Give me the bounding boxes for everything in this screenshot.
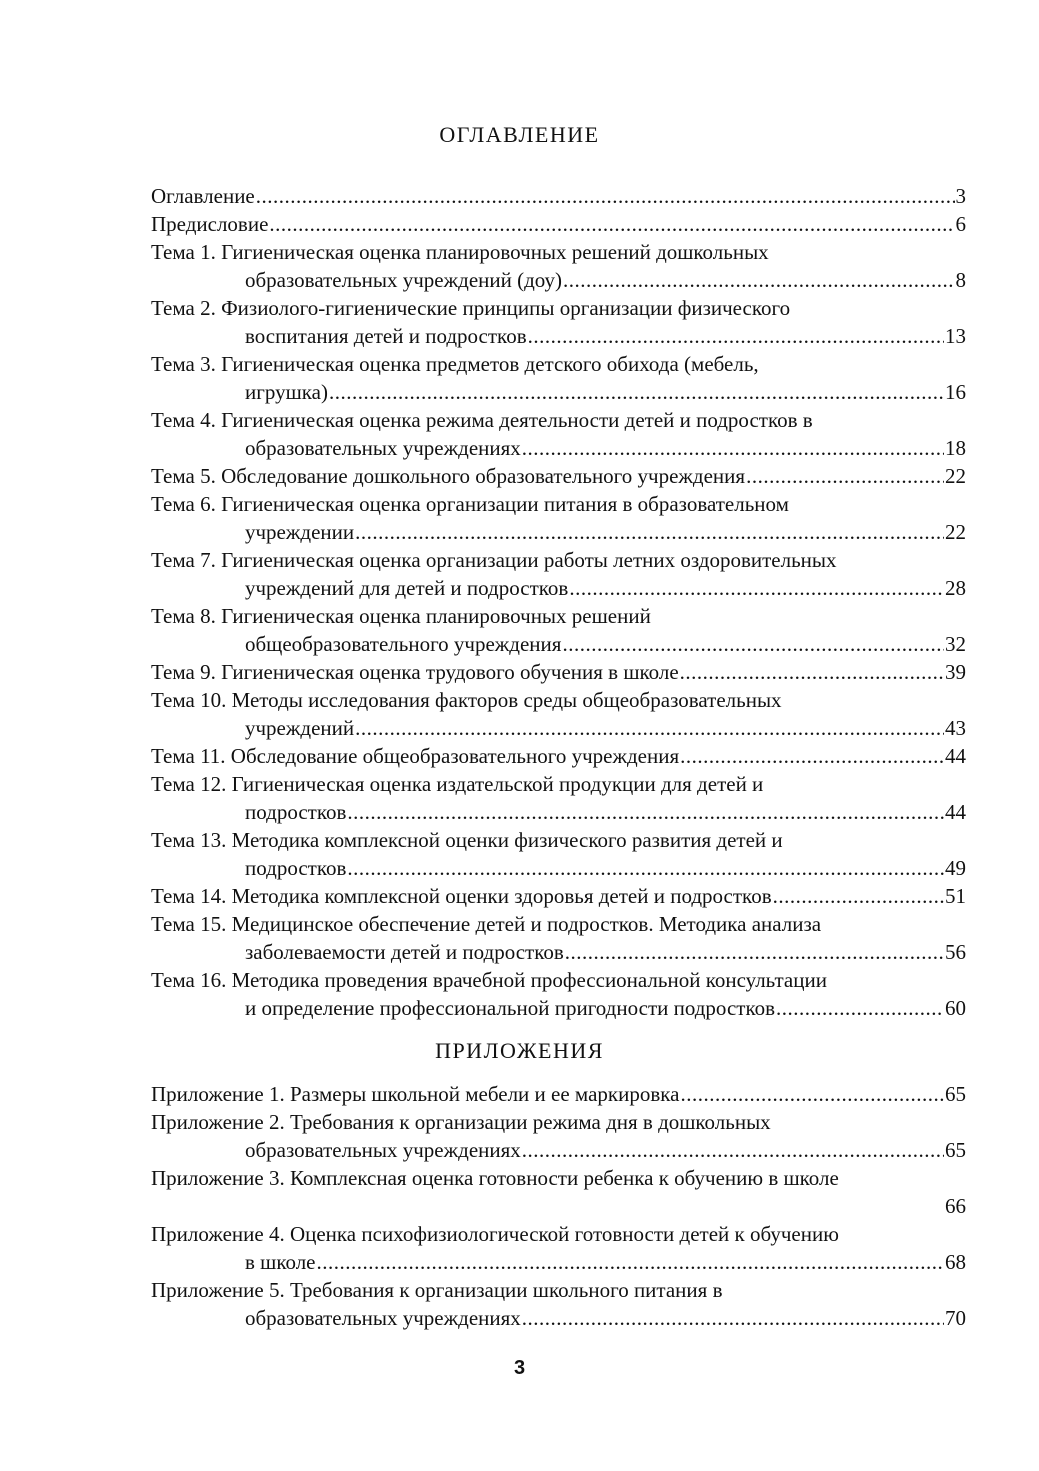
toc-entry[interactable] (151, 882, 966, 910)
entry-text: Тема 11. Обследование общеобразовательного учреждения (151, 744, 680, 768)
entry-text: в школе (245, 1250, 316, 1274)
toc-list (151, 182, 966, 1022)
entry-text: учреждении (245, 520, 355, 544)
entry-leader-line (151, 434, 966, 462)
entry-text-line: Тема 15. Медицинское обеспечение детей и подростков. Методика анализа (151, 912, 822, 936)
toc-entry[interactable] (151, 490, 966, 546)
dot-leader (680, 742, 944, 770)
toc-entry[interactable] (151, 182, 966, 210)
entry-text: образовательных учреждений (доу) (245, 268, 562, 292)
entry-leader-line (151, 714, 966, 742)
toc-entry[interactable] (151, 294, 966, 350)
toc-entry[interactable] (151, 658, 966, 686)
dot-leader (347, 854, 944, 882)
appendix-entry[interactable] (151, 1164, 966, 1220)
entry-page-number: 3 (955, 184, 966, 208)
entry-leader-line (151, 1080, 966, 1108)
entry-leader-line (151, 210, 966, 238)
entry-text: Оглавление (151, 184, 255, 208)
dot-leader (522, 434, 944, 462)
entry-leader-line (151, 854, 966, 882)
entry-leader-line (151, 1304, 966, 1332)
entry-text-line: Тема 1. Гигиеническая оценка планировочных решений дошкольных (151, 240, 769, 264)
entry-leader-line (151, 742, 966, 770)
entry-text: общеобразовательного учреждения (245, 632, 562, 656)
dot-leader (773, 882, 944, 910)
entry-text-line: Тема 7. Гигиеническая оценка организации работы летних оздоровительных (151, 548, 837, 572)
entry-text-line: Приложение 5. Требования к организации школьного питания в (151, 1278, 723, 1302)
entry-text-line: Приложение 4. Оценка психофизиологической готовности детей к обучению (151, 1222, 839, 1246)
entry-page-number: 43 (945, 716, 966, 740)
entry-leader-line (151, 630, 966, 658)
entry-page-number: 8 (955, 268, 966, 292)
toc-entry[interactable] (151, 210, 966, 238)
entry-text: Приложение 1. Размеры школьной мебели и ее маркировка (151, 1082, 680, 1106)
entry-text-line: Тема 12. Гигиеническая оценка издательской продукции для детей и (151, 772, 764, 796)
entry-page-number: 49 (945, 856, 966, 880)
entry-text: игрушка) (245, 380, 328, 404)
entry-text: воспитания детей и подростков (245, 324, 527, 348)
entry-leader-line (151, 798, 966, 826)
entry-page-number: 22 (945, 464, 966, 488)
entry-leader-line (151, 518, 966, 546)
entry-leader-line (151, 574, 966, 602)
dot-leader (680, 1080, 944, 1108)
toc-entry[interactable] (151, 826, 966, 882)
entry-page-number: 44 (945, 744, 966, 768)
toc-entry[interactable] (151, 910, 966, 966)
dot-leader (347, 798, 944, 826)
appendix-entry[interactable] (151, 1220, 966, 1276)
dot-leader (256, 182, 955, 210)
dot-leader (317, 1248, 945, 1276)
dot-leader (776, 994, 944, 1022)
entry-page-number: 66 (945, 1194, 966, 1218)
entry-page-number: 51 (945, 884, 966, 908)
entry-page-number: 39 (945, 660, 966, 684)
toc-entry[interactable] (151, 966, 966, 1022)
entry-text: Тема 5. Обследование дошкольного образовательного учреждения (151, 464, 746, 488)
entry-text-line: Тема 4. Гигиеническая оценка режима деятельности детей и подростков в (151, 408, 813, 432)
toc-entry[interactable] (151, 770, 966, 826)
entry-page-number: 44 (945, 800, 966, 824)
entry-leader-line (151, 378, 966, 406)
toc-entry[interactable] (151, 406, 966, 462)
dot-leader (528, 322, 944, 350)
toc-entry[interactable] (151, 686, 966, 742)
entry-page-number: 16 (945, 380, 966, 404)
entry-page-number: 60 (945, 996, 966, 1020)
entry-page-number: 65 (945, 1138, 966, 1162)
entry-leader-line (151, 266, 966, 294)
dot-leader (522, 1304, 944, 1332)
toc-entry[interactable] (151, 350, 966, 406)
entry-text: заболеваемости детей и подростков (245, 940, 564, 964)
toc-entry[interactable] (151, 742, 966, 770)
entry-text-line: Тема 13. Методика комплексной оценки физического развития детей и (151, 828, 783, 852)
entry-text: Тема 9. Гигиеническая оценка трудового обучения в школе (151, 660, 679, 684)
entry-page-number: 68 (945, 1250, 966, 1274)
entry-page-number: 13 (945, 324, 966, 348)
entry-text: подростков (245, 800, 347, 824)
entry-leader-line (151, 182, 966, 210)
entry-text-line: Тема 16. Методика проведения врачебной профессиональной консультации (151, 968, 827, 992)
dot-leader (563, 266, 955, 294)
entry-page-number: 6 (955, 212, 966, 236)
dot-leader (569, 574, 944, 602)
entry-page-number: 22 (945, 520, 966, 544)
entry-text-line: Тема 2. Физиолого-гигиенические принципы организации физического (151, 296, 791, 320)
dot-leader (355, 518, 944, 546)
entry-text: Предисловие (151, 212, 269, 236)
toc-entry[interactable] (151, 238, 966, 294)
dot-leader (680, 658, 944, 686)
appendix-title: ПРИЛОЖЕНИЯ (435, 1038, 604, 1063)
entry-text: учреждений для детей и подростков (245, 576, 569, 600)
entry-text: учреждений (245, 716, 355, 740)
entry-leader-line (151, 938, 966, 966)
dot-leader (269, 210, 954, 238)
entry-text-line: Приложение 2. Требования к организации режима дня в дошкольных (151, 1110, 771, 1134)
entry-text: образовательных учреждениях (245, 1138, 521, 1162)
entry-leader-line (151, 658, 966, 686)
appendix-entry[interactable] (151, 1276, 966, 1332)
entry-text: и определение профессиональной пригодности подростков (245, 996, 776, 1020)
entry-leader-line (151, 994, 966, 1022)
entry-text: образовательных учреждениях (245, 436, 521, 460)
dot-leader (746, 462, 944, 490)
entry-leader-line (151, 1136, 966, 1164)
entry-leader-line (151, 1248, 966, 1276)
entry-text: подростков (245, 856, 347, 880)
dot-leader (522, 1136, 944, 1164)
entry-text-line: Тема 10. Методы исследования факторов среды общеобразовательных (151, 688, 782, 712)
page-number: 3 (513, 1357, 526, 1379)
entry-text-line: Тема 8. Гигиеническая оценка планировочных решений (151, 604, 651, 628)
dot-leader (355, 714, 944, 742)
toc-title: ОГЛАВЛЕНИЕ (439, 122, 600, 147)
dot-leader (565, 938, 944, 966)
appendix-entry[interactable] (151, 1108, 966, 1164)
entry-page-number: 70 (945, 1306, 966, 1330)
appendix-list (151, 1080, 966, 1332)
appendix-entry[interactable] (151, 1080, 966, 1108)
toc-entry[interactable] (151, 602, 966, 658)
entry-text-line: Тема 3. Гигиеническая оценка предметов детского обихода (мебель, (151, 352, 759, 376)
entry-leader-line (151, 882, 966, 910)
entry-text: образовательных учреждениях (245, 1306, 521, 1330)
dot-leader (329, 378, 944, 406)
entry-text-line: Тема 6. Гигиеническая оценка организации питания в образовательном (151, 492, 789, 516)
entry-page-number: 28 (945, 576, 966, 600)
entry-leader-line (151, 322, 966, 350)
entry-text-line: Приложение 3. Комплексная оценка готовности ребенка к обучению в школе (151, 1166, 839, 1190)
entry-page-number: 18 (945, 436, 966, 460)
dot-leader (562, 630, 944, 658)
entry-page-number: 56 (945, 940, 966, 964)
entry-leader-line (151, 462, 966, 490)
toc-entry[interactable] (151, 462, 966, 490)
entry-page-number: 32 (945, 632, 966, 656)
entry-page-number: 65 (945, 1082, 966, 1106)
toc-entry[interactable] (151, 546, 966, 602)
entry-text: Тема 14. Методика комплексной оценки здоровья детей и подростков (151, 884, 772, 908)
